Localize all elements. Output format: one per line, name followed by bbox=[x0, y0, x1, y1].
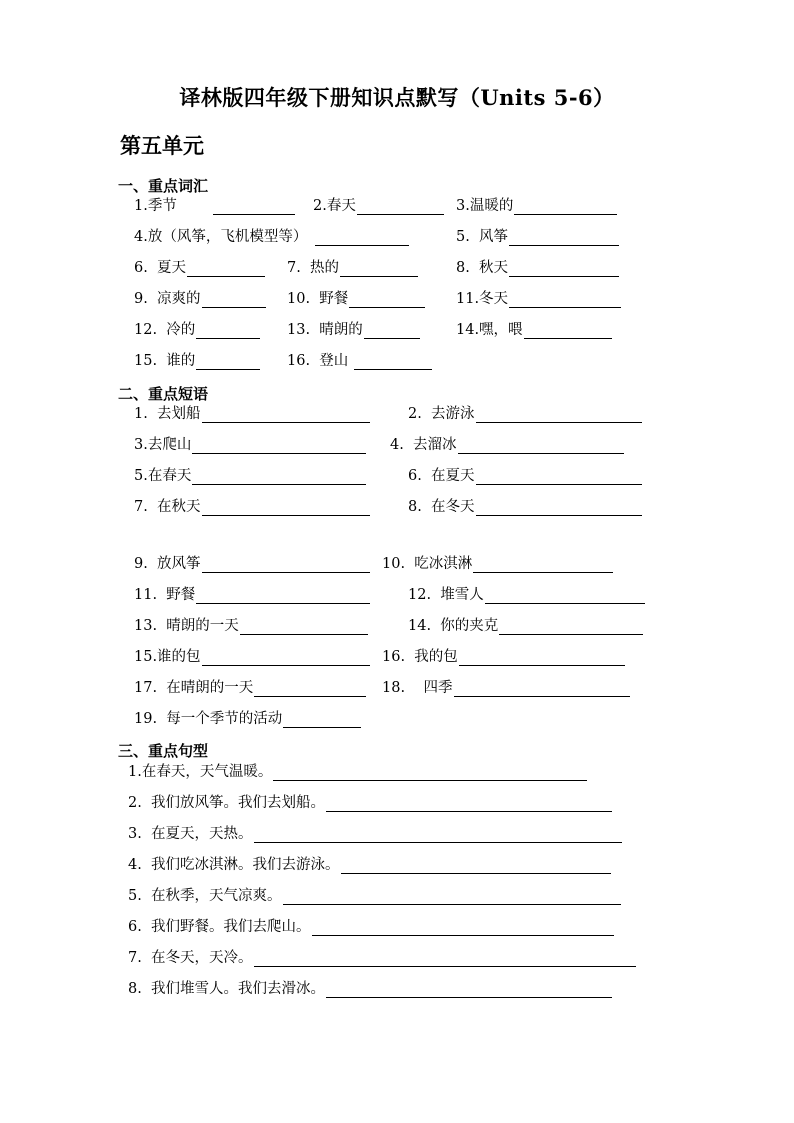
vocab-item bbox=[456, 195, 617, 215]
phrase-item bbox=[382, 553, 613, 573]
answer-blank[interactable] bbox=[283, 712, 361, 728]
sentence-text: 4. 我们吃冰淇淋。我们去游泳。 bbox=[128, 857, 340, 873]
phrase-item bbox=[134, 496, 370, 516]
answer-blank[interactable] bbox=[326, 982, 612, 998]
sentence-text: 3. 在夏天，天热。 bbox=[128, 826, 253, 842]
sentence-text: 2. 我们放风筝。我们去划船。 bbox=[128, 795, 326, 811]
vocab-text: 5. 风筝 bbox=[456, 229, 509, 245]
phrase-text: 16. 我的包 bbox=[382, 649, 458, 665]
answer-blank[interactable] bbox=[509, 261, 619, 277]
answer-blank[interactable] bbox=[312, 920, 614, 936]
vocab-text: 11.冬天 bbox=[456, 291, 509, 307]
answer-blank[interactable] bbox=[254, 827, 622, 843]
vocab-text: 14.嘿，喂 bbox=[456, 322, 523, 338]
vocab-text: 2.春天 bbox=[313, 198, 356, 214]
vocab-item bbox=[287, 288, 425, 308]
answer-blank[interactable] bbox=[509, 230, 619, 246]
vocab-item bbox=[313, 195, 444, 215]
phrase-item bbox=[134, 553, 370, 573]
vocab-item bbox=[456, 319, 612, 339]
answer-blank[interactable] bbox=[476, 469, 642, 485]
phrase-text: 13. 晴朗的一天 bbox=[134, 618, 239, 634]
vocab-text: 4.放（风筝，飞机模型等） bbox=[134, 229, 308, 245]
vocab-text: 16. 登山 bbox=[287, 353, 353, 369]
answer-blank[interactable] bbox=[187, 261, 265, 277]
answer-blank[interactable] bbox=[202, 557, 370, 573]
answer-blank[interactable] bbox=[202, 407, 370, 423]
unit-heading: 第五单元 bbox=[120, 133, 204, 158]
phrase-item bbox=[408, 615, 643, 635]
answer-blank[interactable] bbox=[254, 681, 366, 697]
vocab-item bbox=[287, 319, 420, 339]
phrase-text: 7. 在秋天 bbox=[134, 499, 201, 515]
vocab-item bbox=[134, 226, 409, 246]
answer-blank[interactable] bbox=[514, 199, 617, 215]
sentence-item bbox=[128, 854, 611, 874]
phrase-item bbox=[134, 403, 370, 423]
answer-blank[interactable] bbox=[283, 889, 621, 905]
vocab-text: 8. 秋天 bbox=[456, 260, 509, 276]
phrase-text: 2. 去游泳 bbox=[408, 406, 475, 422]
answer-blank[interactable] bbox=[454, 681, 630, 697]
sentence-item bbox=[128, 823, 622, 843]
phrase-text: 8. 在冬天 bbox=[408, 499, 475, 515]
answer-blank[interactable] bbox=[485, 588, 645, 604]
phrase-text: 6. 在夏天 bbox=[408, 468, 475, 484]
answer-blank[interactable] bbox=[476, 500, 642, 516]
phrase-text: 15.谁的包 bbox=[134, 649, 201, 665]
vocab-item bbox=[134, 350, 260, 370]
vocab-text: 6. 夏天 bbox=[134, 260, 187, 276]
sentence-item bbox=[128, 916, 614, 936]
answer-blank[interactable] bbox=[326, 796, 612, 812]
answer-blank[interactable] bbox=[273, 765, 587, 781]
sentence-item bbox=[128, 761, 587, 781]
answer-blank[interactable] bbox=[354, 354, 432, 370]
sentence-item bbox=[128, 885, 621, 905]
answer-blank[interactable] bbox=[340, 261, 418, 277]
answer-blank[interactable] bbox=[192, 469, 366, 485]
vocab-text: 7. 热的 bbox=[287, 260, 340, 276]
vocab-item bbox=[287, 257, 418, 277]
vocab-text: 12. 冷的 bbox=[134, 322, 196, 338]
phrase-item bbox=[382, 677, 630, 697]
vocab-text: 9. 凉爽的 bbox=[134, 291, 201, 307]
vocab-text: 15. 谁的 bbox=[134, 353, 196, 369]
vocab-item bbox=[456, 288, 621, 308]
answer-blank[interactable] bbox=[349, 292, 425, 308]
sentence-item bbox=[128, 792, 612, 812]
vocab-text: 10. 野餐 bbox=[287, 291, 349, 307]
answer-blank[interactable] bbox=[196, 588, 370, 604]
answer-blank[interactable] bbox=[202, 650, 370, 666]
phrase-item bbox=[390, 434, 624, 454]
answer-blank[interactable] bbox=[202, 500, 370, 516]
vocab-item bbox=[134, 319, 260, 339]
answer-blank[interactable] bbox=[473, 557, 613, 573]
sentence-text: 8. 我们堆雪人。我们去滑冰。 bbox=[128, 981, 326, 997]
phrase-text: 9. 放风筝 bbox=[134, 556, 201, 572]
answer-blank[interactable] bbox=[509, 292, 621, 308]
vocab-text: 3.温暖的 bbox=[456, 198, 514, 214]
answer-blank[interactable] bbox=[213, 199, 295, 215]
phrase-item bbox=[408, 496, 642, 516]
answer-blank[interactable] bbox=[499, 619, 643, 635]
phrase-item bbox=[408, 584, 645, 604]
section-phrases-heading: 二、重点短语 bbox=[118, 385, 209, 403]
phrase-text: 18. 四季 bbox=[382, 680, 453, 696]
sentence-text: 1.在春天，天气温暖。 bbox=[128, 764, 273, 780]
vocab-item bbox=[456, 257, 619, 277]
answer-blank[interactable] bbox=[196, 323, 260, 339]
phrase-item bbox=[134, 708, 361, 728]
phrase-text: 12. 堆雪人 bbox=[408, 587, 484, 603]
vocab-text: 13. 晴朗的 bbox=[287, 322, 363, 338]
phrase-item bbox=[134, 646, 370, 666]
phrase-text: 4. 去溜冰 bbox=[390, 437, 457, 453]
vocab-item bbox=[456, 226, 619, 246]
phrase-text: 1. 去划船 bbox=[134, 406, 201, 422]
answer-blank[interactable] bbox=[524, 323, 612, 339]
sentence-item bbox=[128, 947, 636, 967]
sentence-text: 7. 在冬天，天冷。 bbox=[128, 950, 253, 966]
phrase-item bbox=[134, 615, 368, 635]
phrase-text: 17. 在晴朗的一天 bbox=[134, 680, 254, 696]
answer-blank[interactable] bbox=[240, 619, 368, 635]
phrase-item bbox=[134, 584, 370, 604]
answer-blank[interactable] bbox=[476, 407, 642, 423]
section-vocab-heading: 一、重点词汇 bbox=[118, 177, 209, 195]
answer-blank[interactable] bbox=[357, 199, 444, 215]
sentence-text: 5. 在秋季，天气凉爽。 bbox=[128, 888, 282, 904]
answer-blank[interactable] bbox=[192, 438, 366, 454]
phrase-text: 3.去爬山 bbox=[134, 437, 192, 453]
phrase-item bbox=[134, 677, 366, 697]
answer-blank[interactable] bbox=[458, 438, 624, 454]
answer-blank[interactable] bbox=[459, 650, 625, 666]
answer-blank[interactable] bbox=[196, 354, 260, 370]
answer-blank[interactable] bbox=[202, 292, 266, 308]
section-sentences-heading: 三、重点句型 bbox=[118, 742, 209, 760]
vocab-item bbox=[134, 257, 265, 277]
phrase-item bbox=[408, 403, 642, 423]
sentence-text: 6. 我们野餐。我们去爬山。 bbox=[128, 919, 311, 935]
phrase-text: 19. 每一个季节的活动 bbox=[134, 711, 283, 727]
phrase-item bbox=[134, 434, 366, 454]
phrase-text: 10. 吃冰淇淋 bbox=[382, 556, 473, 572]
phrase-text: 11. 野餐 bbox=[134, 587, 196, 603]
phrase-item bbox=[134, 465, 366, 485]
answer-blank[interactable] bbox=[254, 951, 636, 967]
answer-blank[interactable] bbox=[315, 230, 409, 246]
vocab-item bbox=[287, 350, 432, 370]
sentence-item bbox=[128, 978, 612, 998]
phrase-text: 14. 你的夹克 bbox=[408, 618, 499, 634]
vocab-item bbox=[134, 195, 295, 215]
phrase-text: 5.在春天 bbox=[134, 468, 192, 484]
answer-blank[interactable] bbox=[341, 858, 611, 874]
answer-blank[interactable] bbox=[364, 323, 420, 339]
vocab-text: 1.季节 bbox=[134, 198, 205, 214]
page-title: 译林版四年级下册知识点默写（Units 5-6） bbox=[179, 85, 615, 110]
phrase-item bbox=[382, 646, 625, 666]
vocab-item bbox=[134, 288, 266, 308]
phrase-item bbox=[408, 465, 642, 485]
